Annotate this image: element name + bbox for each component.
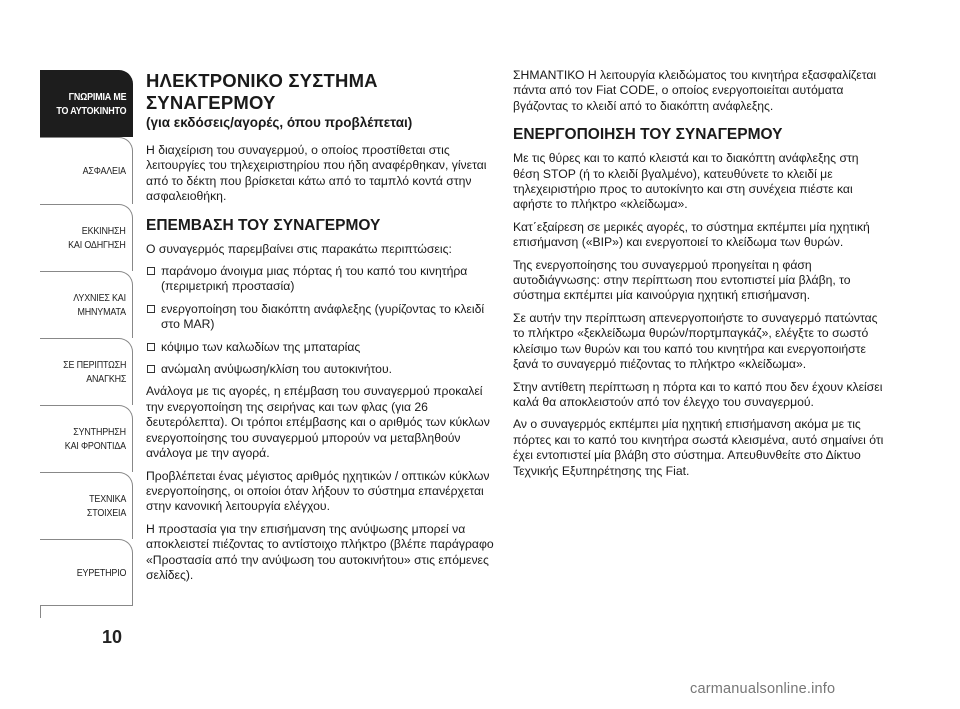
list-item: παράνομο άνοιγμα μιας πόρτας ή του καπό του κινητήρα (περιμετρική προστασία) <box>146 264 494 295</box>
right-column <box>513 68 888 486</box>
tab-index[interactable] <box>40 539 133 606</box>
tab-technical-data[interactable] <box>40 472 133 539</box>
watermark: carmanualsonline.info <box>690 681 836 697</box>
paragraph: Αν ο συναγερμός εκπέμπει μία ηχητική επισήμανση ακόμα με τις πόρτες και το καπό του κινητήρα σωστά κλεισμένα, αυτό σημαίνει ότι έχει εντοπιστεί μία βλάβη στο σύστημα. Απευθυνθείτε στο Δίκτυο Τεχνικής Εξυπηρέτησης της Fiat. <box>513 417 884 478</box>
paragraph: Κατ΄εξαίρεση σε μερικές αγορές, το σύστημα εκπέμπει μία ηχητική επισήμανση («BIP») και ενεργοποιεί το κλείδωμα των θυρών. <box>513 219 870 250</box>
chapter-tabs <box>40 70 133 606</box>
tab-label: ΓΝΩΡΙΜΙΑ ΜΕ ΤΟ ΑΥΤΟΚΙΝΗΤΟ <box>55 91 126 117</box>
list-item: ενεργοποίηση του διακόπτη ανάφλεξης (γυρίζοντας το κλειδί στο MAR) <box>146 302 494 333</box>
paragraph: Ανάλογα με τις αγορές, η επέμβαση του συναγερμού προκαλεί την ενεργοποίηση της σειρήνας και των φλας (για 26 δευτερόλεπτα). Οι τρόποι επέμβασης και ο αριθμός των κύκλων ενεργοποίησης του συναγερμού μπορούν να μεταβληθούν ανάλογα με την αγορά. <box>146 384 490 461</box>
tab-label: ΕΚΚΙΝΗΣΗ ΚΑΙ ΟΔΗΓΗΣΗ <box>68 225 126 251</box>
tab-label: ΣΕ ΠΕΡΙΠΤΩΣΗ ΑΝΑΓΚΗΣ <box>62 359 126 385</box>
paragraph: Της ενεργοποίησης του συναγερμού προηγείται η φάση αυτοδιάγνωσης: στην περίπτωση που εντοπιστεί μία βλάβη, το σύστημα εκπέμπει μία καινούργια ηχητική επισήμανση. <box>513 257 851 303</box>
tab-label: ΑΣΦΑΛΕΙΑ <box>82 165 126 177</box>
checkbox-bullet-icon <box>147 365 155 373</box>
tab-lights-messages[interactable] <box>40 271 133 338</box>
checkbox-bullet-icon <box>147 343 155 351</box>
paragraph: Προβλέπεται ένας μέγιστος αριθμός ηχητικών / οπτικών κύκλων ενεργοποίησης, οι οποίοι όταν λήξουν το σύστημα επανέρχεται στην κανονική λειτουργία ελέγχου. <box>146 468 490 514</box>
left-column <box>146 68 494 590</box>
tab-label: ΤΕΧΝΙΚΑ ΣΤΟΙΧΕΙΑ <box>86 493 126 519</box>
page-subtitle: (για εκδόσεις/αγορές, όπου προβλέπεται) <box>146 115 413 130</box>
checkbox-bullet-icon <box>147 305 155 313</box>
tab-maintenance[interactable] <box>40 405 133 472</box>
intro-paragraph: Η διαχείριση του συναγερμού, ο οποίος προστίθεται στις λειτουργίες του τηλεχειριστηρίου που ήδη αναφέρθηκαν, γίνεται από το δέκτη που βρίσκεται κάτω από το ταμπλό κοντά στην ασφαλειοθήκη. <box>146 143 487 204</box>
tab-starting-driving[interactable] <box>40 204 133 271</box>
tab-emergency[interactable] <box>40 338 133 405</box>
important-note: ΣΗΜΑΝΤΙΚΟ Η λειτουργία κλειδώματος του κινητήρα εξασφαλίζεται πάντα από τον Fiat CODE, ο οποίος ενεργοποιείται αυτόματα βγάζοντας το κλειδί από το διακόπτη ανάφλεξης. <box>513 68 877 113</box>
paragraph: Σε αυτήν την περίπτωση απενεργοποιήστε το συναγερμό πατώντας το πλήκτρο «ξεκλείδωμα θυρών/πορτμπαγκάζ», ελέγξτε το σωστό κλείσιμο των θυρών και του καπό του κινητήρα και ενεργοποιήστε ξανά το συναγερμό πιέζοντας το πλήκτρο «κλείδωμα». <box>513 310 878 372</box>
paragraph: Στην αντίθετη περίπτωση η πόρτα και το καπό που δεν έχουν κλείσει καλά θα αποκλειστούν από τον έλεγχο του συναγερμού. <box>513 379 883 409</box>
tab-safety[interactable] <box>40 137 133 204</box>
paragraph: Με τις θύρες και το καπό κλειστά και το διακόπτη ανάφλεξης στη θέση STOP (ή το κλειδί βγαλμένο), κατευθύνετε το κλειδί με τηλεχειριστήριο προς το αυτοκίνητο και στη συνέχεια πιέστε και αφήστε το πλήκτρο «κλείδωμα». <box>513 151 859 212</box>
page-title: ΗΛΕΚΤΡΟΝΙΚΟ ΣΥΣΤΗΜΑ ΣΥΝΑΓΕΡΜΟΥ <box>146 70 378 113</box>
list-item: κόψιμο των καλωδίων της μπαταρίας <box>146 340 494 355</box>
paragraph: Η προστασία για την επισήμανση της ανύψωσης μπορεί να αποκλειστεί πιέζοντας το αντίστοιχο πλήκτρο (βλέπε παράγραφο «Προστασία από την ανύψωση του αυτοκινήτου» στις επόμενες σελίδες). <box>146 521 494 582</box>
lead-paragraph: Ο συναγερμός παρεμβαίνει στις παρακάτω περιπτώσεις: <box>146 241 452 256</box>
checkbox-bullet-icon <box>147 267 155 275</box>
tab-introduction[interactable] <box>40 70 133 137</box>
tab-label: ΛΥΧΝΙΕΣ ΚΑΙ ΜΗΝΥΜΑΤΑ <box>73 292 126 318</box>
tab-label: ΕΥΡΕΤΗΡΙΟ <box>76 566 126 579</box>
tab-label: ΣΥΝΤΗΡΗΣΗ ΚΑΙ ΦΡΟΝΤΙΔΑ <box>64 426 126 452</box>
page-number: 10 <box>102 627 123 647</box>
section-heading-alarm-activation: ΕΝΕΡΓΟΠΟΙΗΣΗ ΤΟΥ ΣΥΝΑΓΕΡΜΟΥ <box>513 126 783 144</box>
section-heading-alarm-intervention: ΕΠΕΜΒΑΣΗ ΤΟΥ ΣΥΝΑΓΕΡΜΟΥ <box>146 216 381 234</box>
list-item: ανώμαλη ανύψωση/κλίση του αυτοκινήτου. <box>146 362 494 377</box>
